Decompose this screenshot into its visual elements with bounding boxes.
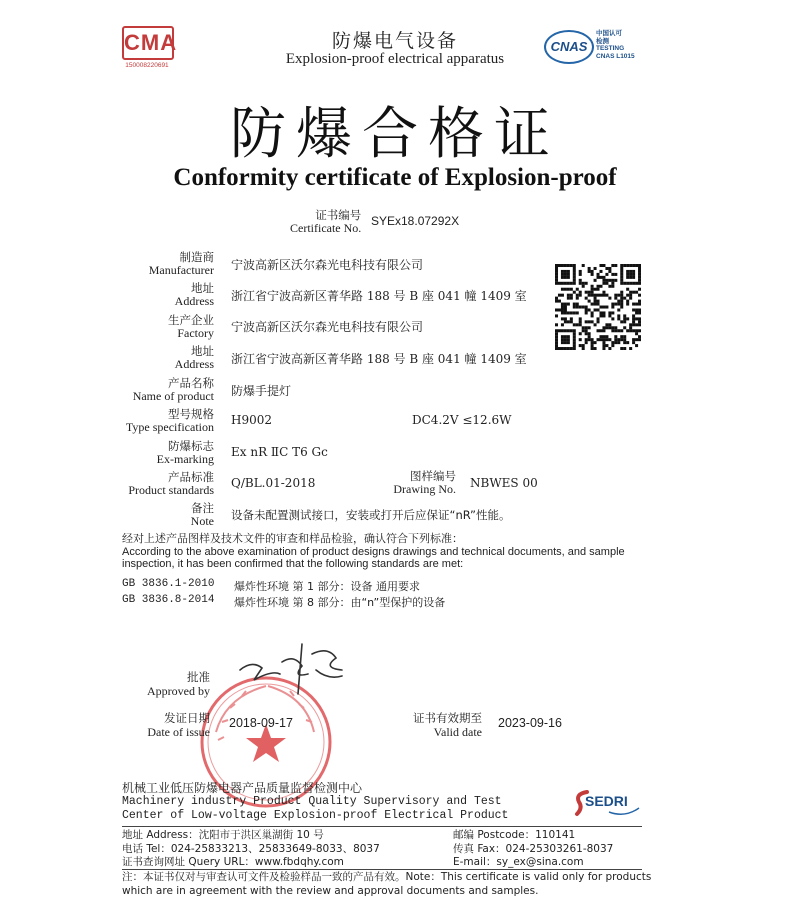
drawing-no-value: NBWES 00 [470, 476, 538, 490]
field-label-en: Factory [177, 326, 214, 340]
standard-code: GB 3836.8-2014 [122, 594, 215, 606]
field-label-en: Address [174, 294, 214, 308]
sedri-logo [573, 788, 643, 818]
certificate-title-en: Conformity certificate of Explosion-proof [173, 164, 617, 191]
cnas-text-line: TESTING [596, 45, 625, 52]
field-label-en: Product standards [128, 483, 214, 497]
standards-intro [122, 533, 652, 571]
field-label-type-spec [0, 408, 214, 434]
field-value-rating: DC4.2V ≤12.6W [412, 413, 512, 427]
issue-date-label [122, 711, 210, 739]
field-value-type-spec: H9002 [231, 413, 273, 427]
approved-by-label-en: Approved by [147, 684, 210, 698]
field-label-cn: 产品标准 [168, 470, 214, 484]
issue-date-value: 2018-09-17 [229, 716, 293, 730]
contact-url: 证书查询网址 Query URL：www.fbdqhy.com [122, 856, 344, 868]
contact-right [453, 829, 613, 870]
contact-email: E-mail：sy_ex@sina.com [453, 856, 584, 868]
field-label-product-standards [0, 471, 214, 497]
field-label-manufacturer [0, 251, 214, 277]
field-label-cn: 防爆标志 [168, 439, 214, 453]
cnas-logo-mark: CNAS [544, 30, 594, 64]
certificate-title-cn: 防爆合格证 [230, 102, 560, 167]
contact-address [122, 829, 380, 870]
standards-intro-en: According to the above examination of product designs drawings and technical documents, and sample inspection, it has been confirmed that the following standards are met: [122, 545, 625, 570]
field-label-product-name [0, 377, 214, 403]
field-label-factory [0, 314, 214, 340]
lab-name-en-line: Machinery industry Product Quality Supervisory and Test [122, 795, 502, 808]
certificate-no-label-en: Certificate No. [290, 221, 362, 235]
valid-date-label-en: Valid date [433, 725, 482, 739]
field-label-en: Address [174, 357, 214, 371]
certificate-no-value: SYEx18.07292X [371, 214, 460, 228]
field-label-ex-marking [0, 440, 214, 466]
drawing-no-label-cn: 图样编号 [410, 469, 456, 483]
field-label-en: Manufacturer [148, 263, 214, 277]
qr-code [555, 264, 641, 350]
approved-by-label-cn: 批准 [187, 670, 210, 684]
drawing-no-label-en: Drawing No. [393, 482, 456, 496]
standards-intro-cn: 经对上述产品图样及技术文件的审查和样品检验，确认符合下列标准： [122, 532, 463, 545]
standard-desc: 爆炸性环境 第 1 部分：设备 通用要求 [234, 580, 420, 593]
divider [122, 826, 642, 827]
cnas-text-line: CNAS L1015 [596, 52, 635, 60]
contact-tel: 电话 Tel：024-25833213、25833649-8033、8037 [122, 842, 380, 855]
field-label-address [0, 282, 214, 308]
footnote: 注：本证书仅对与审查认可文件及检验样品一致的产品有效。Note：This certificate is valid only for products which are in agreement with the review and approval documents and samples. [122, 871, 652, 897]
field-label-cn: 型号规格 [168, 407, 214, 421]
standard-desc: 爆炸性环境 第 8 部分：由“n”型保护的设备 [234, 596, 446, 609]
valid-date-label-cn: 证书有效期至 [413, 711, 482, 725]
field-label-factory-address [0, 345, 214, 371]
lab-name-en-line: Center of Low-voltage Explosion-proof Electrical Product [122, 809, 509, 822]
approved-by-label [122, 670, 210, 698]
field-label-cn: 产品名称 [168, 376, 214, 390]
drawing-no-label [380, 470, 456, 496]
field-label-cn: 地址 [191, 281, 214, 295]
field-label-en: Note [190, 514, 214, 528]
contact-fax: 传真 Fax：024-25303261-8037 [453, 842, 614, 855]
valid-date-label [396, 711, 482, 739]
contact-postcode: 邮编 Postcode：110141 [453, 829, 576, 841]
cma-logo-mark: CMA [122, 26, 174, 60]
field-value-product-standards: Q/BL.01-2018 [231, 476, 316, 490]
field-label-en: Ex-marking [156, 452, 214, 466]
field-label-en: Name of product [132, 389, 214, 403]
lab-name-en [122, 795, 508, 823]
field-value-factory-address: 浙江省宁波高新区菁华路 188 号 B 座 041 幢 1409 室 [231, 352, 527, 366]
issue-date-label-en: Date of issue [147, 725, 210, 739]
field-label-cn: 生产企业 [168, 313, 214, 327]
field-value-factory: 宁波高新区沃尔森光电科技有限公司 [231, 320, 424, 334]
field-value-product-name: 防爆手提灯 [231, 384, 292, 398]
contact-address-text: 地址 Address：沈阳市于洪区巢湖街 10 号 [122, 829, 324, 841]
field-label-cn: 备注 [191, 501, 214, 515]
header-title-en: Explosion-proof electrical apparatus [285, 51, 505, 67]
field-value-note: 设备未配置测试接口，安装或打开后应保证“nR”性能。 [231, 508, 511, 522]
field-label-en: Type specification [125, 420, 214, 434]
header-title-cn: 防爆电气设备 [331, 30, 458, 52]
cma-number: 150008220691 [125, 62, 169, 69]
divider [122, 869, 642, 870]
valid-date-value: 2023-09-16 [498, 716, 562, 730]
field-value-address: 浙江省宁波高新区菁华路 188 号 B 座 041 幢 1409 室 [231, 289, 527, 303]
sedri-logo-text: SEDRI [585, 793, 628, 809]
field-label-cn: 地址 [191, 344, 214, 358]
field-value-manufacturer: 宁波高新区沃尔森光电科技有限公司 [231, 258, 424, 272]
field-label-note [0, 502, 214, 528]
field-label-cn: 制造商 [179, 250, 214, 264]
cnas-text-line: 中国认可 [596, 30, 622, 37]
issue-date-label-cn: 发证日期 [164, 711, 210, 725]
standard-code: GB 3836.1-2010 [122, 578, 215, 590]
certificate-no-label-cn: 证书编号 [315, 208, 362, 222]
signature-mark [232, 640, 352, 700]
lab-name-cn: 机械工业低压防爆电器产品质量监督检测中心 [122, 781, 363, 795]
field-value-ex-marking: Ex nR ⅡC T6 Gc [231, 445, 328, 459]
certificate-no-label [290, 209, 361, 235]
cnas-text-line: 检测 [596, 37, 609, 45]
